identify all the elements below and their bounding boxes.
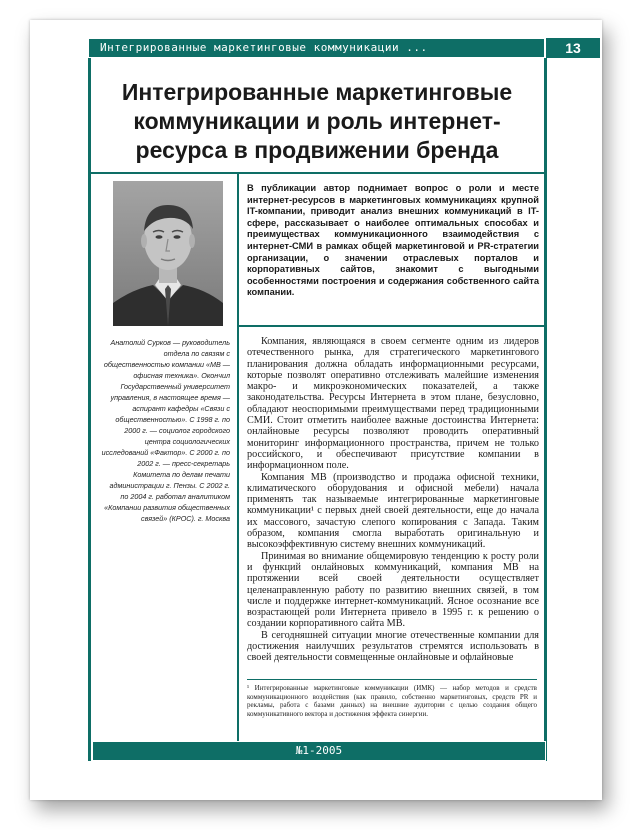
author-bio: Анатолий Сурков — руководитель отдела по связям с общественностью компании «МВ — офисная техника». Окончил Государственный университет управления, в настоящее время — аспирант кафедры «Связи с общественностью». С 1998 г. по 2000 г. — социолог городского центра социологических исследований «Фактор». С 2000 г. по 2002 г. — пресс-секретарь Комитета по делам печати администрации г. Пензы. С 2002 г. по 2004 г. работал аналитиком «Компании развития общественных связей» (КРОС). г. Москва <box>101 338 230 523</box>
body-paragraph: Компания, являющаяся в своем сегменте одним из лидеров отечественного рынка, для стратегического маркетингового планирования должна обладать информационными ресурсами, которые позволят оперативно отслеживать малейшие изменения макро- и микроэкономических показателей, а также законодательства. Ресурсы Интернета в этом плане, безусловно, обладают неоспоримыми преимуществами перед традиционными СМИ. Стоит отметить наиболее важные достоинства Интернета: онлайновые ресурсы позволяют проводить оперативный мониторинг информационного пространства, причем не только российского, и обеспечивают присутствие компании в информационном поле. <box>247 336 539 472</box>
footnote-rule <box>247 679 537 680</box>
article-body <box>247 336 539 664</box>
running-header-title: Интегрированные маркетинговые коммуникации ... <box>100 41 428 54</box>
frame-left-line <box>88 38 91 761</box>
abstract-bottom-rule <box>237 325 547 327</box>
issue-number: №1-2005 <box>295 744 343 757</box>
column-divider <box>237 174 239 741</box>
page-number: 13 <box>546 38 600 58</box>
body-paragraph: В сегодняшней ситуации многие отечественные компании для достижения наилучших результатов стремятся использовать в своей деятельности совмещенные онлайновые и офлайновые <box>247 629 539 664</box>
frame-right-line <box>544 58 547 761</box>
body-paragraph: Компания МВ (производство и продажа офисной техники, климатического оборудования и офисной мебели) начала применять так называемые интегрированные маркетинговые коммуникации¹ с первых дней своей деятельности, еще до начала их массового, зачастую слепого копирования с Запада. Таким образом, компания смогла выработать оригинальную и высокоэффективную систему внешних коммуникаций. <box>247 471 539 551</box>
author-photo <box>113 181 223 326</box>
body-paragraph: Принимая во внимание общемировую тенденцию к росту роли и функций онлайновых коммуникаций, компания МВ на протяжении всей своей деятельности осуществляет целенаправленную работу по развитию внешних связей, в том числе и поддержке интернет-коммуникаций. Ясное осознание все возрастающей роли Интернета привело в 1995 г. к решению о создании корпоративного сайта МВ. <box>247 550 539 630</box>
author-portrait-image <box>113 181 223 326</box>
article-abstract: В публикации автор поднимает вопрос о роли и месте интернет-ресурсов в маркетинговых коммуникациях крупной IT-компании, приводит анализ внешних коммуникаций в IT-сфере, рассказывает о наиболее оптимальных способах и преимуществах коммуникационного взаимодействия с интернет-СМИ в рамках общей маркетинговой и PR-стратегии организации, о значении отраслевых порталов и корпоративных сайтов, знакомит с выгодными особенностями построения и содержания собственного сайта компании. <box>247 183 539 298</box>
article-title: Интегрированные маркетинговые коммуникации и роль интернет-ресурса в продвижении бренда <box>121 79 513 163</box>
title-bottom-rule <box>88 172 547 174</box>
footnote: ¹ Интегрированные маркетинговые коммуникации (ИМК) — набор методов и средств коммуникационного воздействия (как правило, собственно маркетинговых, средств PR и рекламы, работа с базами данных) на внешние аудитории с целью создания общего коммуникативного вектора и достижения эффекта синергии. <box>247 684 537 718</box>
